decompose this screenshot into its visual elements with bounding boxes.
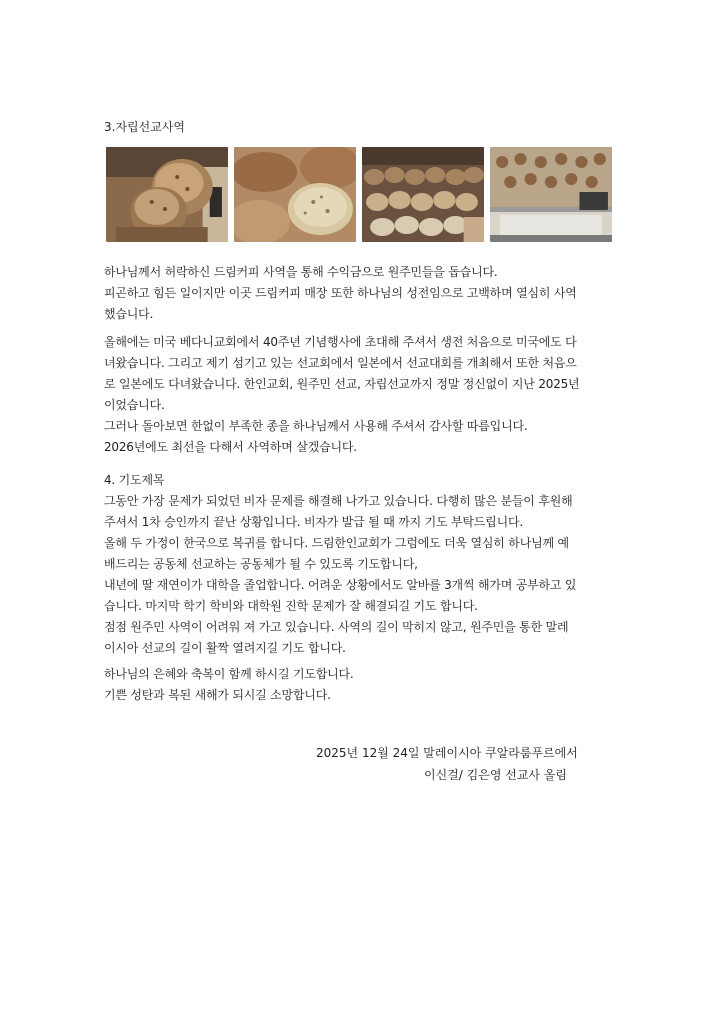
bread-closeup-photo <box>234 147 356 242</box>
text-line: 그동안 가장 문제가 되었던 비자 문제를 해결해 나가고 있습니다. 다행히 많은 분들이 후원해 <box>104 494 573 508</box>
signature-date-place: 2025년 12월 24일 말레이시아 쿠알라룸푸르에서 <box>316 746 578 760</box>
text-line: 주셔서 1차 승인까지 끝난 상황입니다. 비자가 발급 될 때 까지 기도 부탁드립니다. <box>104 515 523 529</box>
bread-basket-photo <box>106 147 228 242</box>
text-line: 점점 원주민 사역이 어려워 져 가고 있습니다. 사역의 길이 막히지 않고, 원주민을 통한 말레 <box>104 620 569 634</box>
text-line: 로 일본에도 다녀왔습니다. 한인교회, 원주민 선교, 자립선교까지 정말 정신없이 지난 2025년 <box>104 377 580 391</box>
text-line: 2026년에도 최선을 다해서 사역하며 살겠습니다. <box>104 440 357 454</box>
paragraph-year-review <box>104 332 624 458</box>
text-line: 올해에는 미국 베다니교회에서 40주년 기념행사에 초대해 주셔서 생전 처음으로 미국에도 다 <box>104 335 577 349</box>
prayer-requests-section <box>104 470 624 659</box>
photo-strip <box>106 147 612 242</box>
text-line: 녀왔습니다. 그리고 제기 섬기고 있는 선교회에서 일본에서 선교대회를 개최해서 또한 처음으 <box>104 356 577 370</box>
section3-heading: 3.자립선교사역 <box>104 120 186 134</box>
text-line: 배드리는 공동체 선교하는 공동체가 될 수 있도록 기도합니다, <box>104 557 418 571</box>
text-line: 했습니다. <box>104 307 154 321</box>
text-line: 하나님께서 허락하신 드림커피 사역을 통해 수익금으로 원주민들을 돕습니다. <box>104 265 498 279</box>
bakery-display-photo <box>490 147 612 242</box>
closing-blessing <box>104 664 624 706</box>
text-line: 올해 두 가정이 한국으로 복귀를 합니다. 드림한인교회가 그럼에도 더욱 열심히 하나님께 예 <box>104 536 569 550</box>
section4-heading: 4. 기도제목 <box>104 473 165 487</box>
text-line: 하나님의 은혜와 축복이 함께 하시길 기도합니다. <box>104 667 354 681</box>
text-line: 내년에 딸 재연이가 대학을 졸업합니다. 어려운 상황에서도 알바를 3개씩 해가며 공부하고 있 <box>104 578 577 592</box>
bread-shelf-photo <box>362 147 484 242</box>
text-line: 피곤하고 힘든 일이지만 이곳 드림커피 매장 또한 하나님의 성전임으로 고백하며 열심히 사역 <box>104 286 577 300</box>
text-line: 습니다. 마지막 학기 학비와 대학원 진학 문제가 잘 해결되길 기도 합니다. <box>104 599 478 613</box>
text-line: 그러나 돌아보면 한없이 부족한 종을 하나님께서 사용해 주셔서 감사할 따름입니다. <box>104 419 528 433</box>
text-line: 기쁜 성탄과 복된 새해가 되시길 소망합니다. <box>104 688 331 702</box>
text-line: 이시아 선교의 길이 활짝 열려지길 기도 합니다. <box>104 641 346 655</box>
signature-authors: 이신걸/ 김은영 선교사 올림 <box>424 768 567 782</box>
text-line: 이었습니다. <box>104 398 165 412</box>
paragraph-dream-coffee <box>104 262 624 325</box>
